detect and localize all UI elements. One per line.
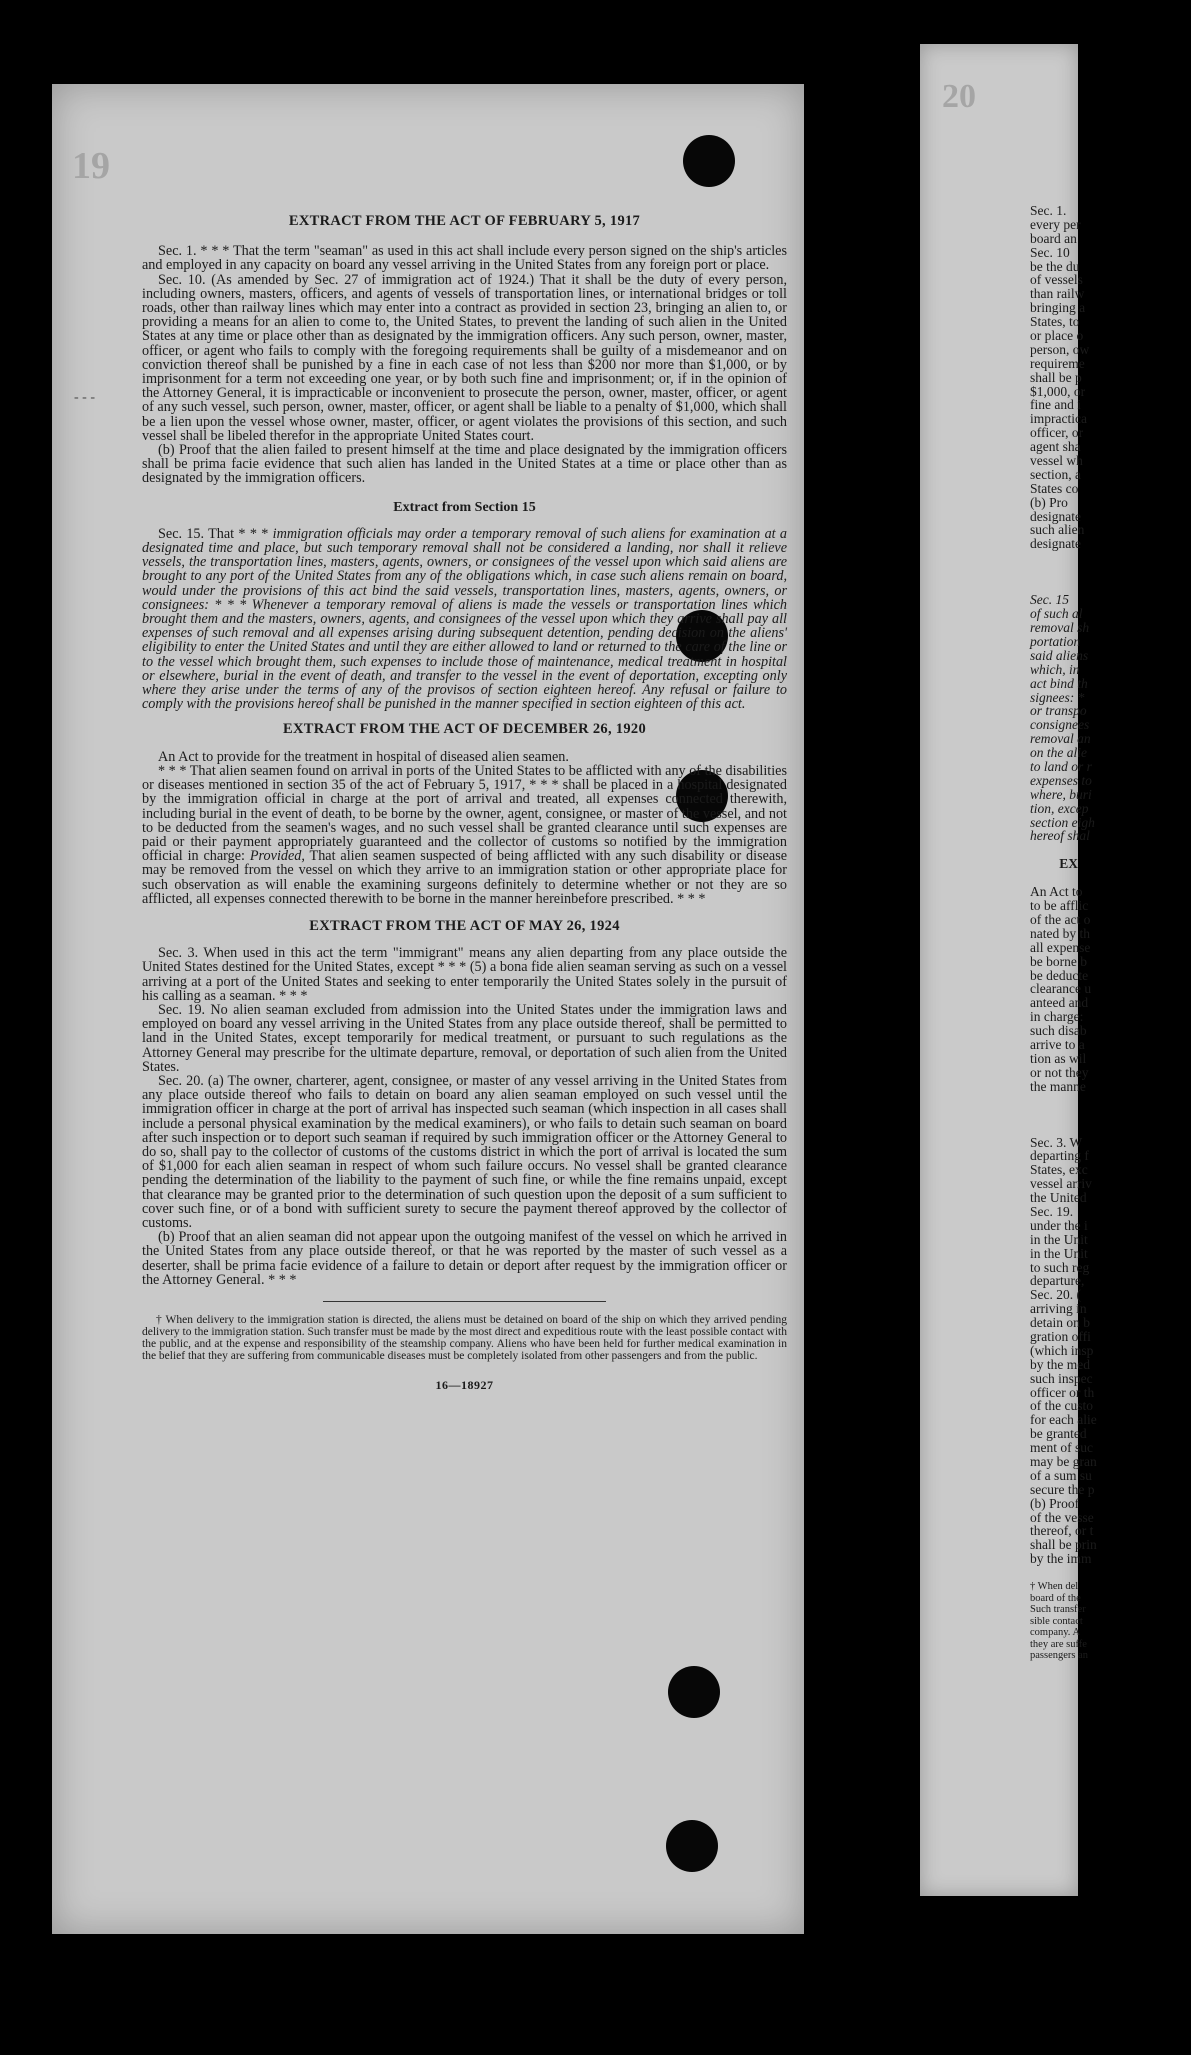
section-20a-text: Sec. 20. (a) The owner, charterer, agent, consignee, or master of any vessel arriving in the United States from any place outside thereof who fails to detain on board any alien seaman employed on such vessel until the immigration officer in charge at the port of arrival has inspected such seaman (which inspection in all cases shall include a personal physical examination by the medical examiners), or who fails to detain such seaman on board after such inspection or to deport such seaman if required by such immigration officer or the Attorney General to do so, shall pay to the collector of customs of the customs district in which the port of arrival is located the sum of $1,000 for each alien seaman in respect of whom such failure occurs. No vessel shall be granted clearance pending the determination of the liability to the payment of such fine, or while the fine remains unpaid, except that clearance may be granted prior to the determination of such question upon the deposit of a sum sufficient to cover such fine, or of a bond with sufficient surety to secure the payment thereof approved by the collector of customs. — [142, 1072, 787, 1231]
frag-line: $1,000, or — [1030, 383, 1086, 399]
frag-line: tion as wil — [1030, 1050, 1087, 1066]
punch-hole — [683, 135, 735, 187]
frag-line: agent sha — [1030, 439, 1081, 455]
frag-line: nated by th — [1030, 925, 1090, 941]
frag-line: by the imm — [1030, 1551, 1092, 1567]
frag-line: section eigh — [1030, 814, 1095, 830]
frag-line: may be gran — [1030, 1454, 1097, 1470]
frag-line: (b) Pro — [1030, 494, 1068, 510]
frag-line: in the Unit — [1030, 1245, 1088, 1261]
frag-line: of vessels — [1030, 272, 1083, 288]
footnote-text: † When delivery to the immigration station is directed, the aliens must be detained on board of the ship on which they arrived pending delivery to the immigration station. Such transfer must be made by the most direct and expeditious route with the least possible contact with the public, and at the expense and responsibility of the steamship company. Aliens who have been held for further medical examination in the belief that they are suffering from communicable diseases must be completely isolated from other passengers and from the public. — [142, 1314, 787, 1363]
frag-line: departing f — [1030, 1148, 1089, 1164]
frag-line: An Act to — [1030, 884, 1083, 900]
frag-line: Sec. 20. ( — [1030, 1287, 1081, 1303]
frag-line: removal sh — [1030, 620, 1090, 636]
frag-line: secure the p — [1030, 1481, 1095, 1497]
form-number: 16—18927 — [435, 1378, 494, 1393]
frag-line: vessel arriv — [1030, 1176, 1092, 1192]
frag-line: or not they — [1030, 1064, 1089, 1080]
frag-line: all expense — [1030, 939, 1091, 955]
frag-line: designate — [1030, 536, 1081, 552]
frag-line: to such reg — [1030, 1259, 1090, 1275]
frag-line: bringing a — [1030, 300, 1086, 316]
frag-line: of such al — [1030, 606, 1083, 622]
frag-line: ment of suc — [1030, 1440, 1093, 1456]
page-number-2: 20 — [942, 78, 976, 115]
frag-line: signees: * — [1030, 689, 1085, 705]
frag-line: vessel wh — [1030, 453, 1083, 469]
frag-line: person, ow — [1030, 341, 1090, 357]
frag-line: such alien — [1030, 522, 1085, 538]
frag-line: where, buri — [1030, 786, 1092, 802]
frag-line: requireme — [1030, 355, 1085, 371]
frag-line: be the du — [1030, 258, 1080, 274]
frag-line: of a sum su — [1030, 1467, 1092, 1483]
frag-line: gration offi — [1030, 1329, 1091, 1345]
act-1920-text — [142, 764, 787, 906]
frag-line: officer, or — [1030, 425, 1084, 441]
frag-heading: EX — [1059, 856, 1078, 872]
document-body — [142, 214, 787, 1392]
frag-line: expenses to — [1030, 772, 1092, 788]
frag-line: arrive to a — [1030, 1036, 1085, 1052]
frag-line: anteed and — [1030, 995, 1089, 1011]
frag-line: arriving in — [1030, 1301, 1087, 1317]
section-3-text: Sec. 3. When used in this act the term "immigrant" means any alien departing from any place outside the United States destined for the United States, except * * * (5) a bona fide alien seaman serving as such on a vessel arriving at a port of the United States and seeking to enter temporarily the United States solely in the pursuit of his calling as a seaman. * * * — [142, 945, 787, 1004]
frag-line: (which insp — [1030, 1342, 1094, 1358]
frag-line: removal an — [1030, 731, 1091, 747]
provided-clause: Provided, — [249, 848, 305, 865]
section-19-text: Sec. 19. No alien seaman excluded from admission into the United States under the immigration laws and employed on board any vessel arriving in the United States from any place outside thereof, shall be permitted to land in the United States, except temporarily for medical treatment, or pursuant to such regulations as the Attorney General may prescribe for the ultimate departure, removal, or deportation of such alien from the United States. — [142, 1001, 787, 1075]
frag-line: shall be p — [1030, 369, 1082, 385]
cut-off-text-column — [1030, 203, 1097, 1662]
heading-act-1920: EXTRACT FROM THE ACT OF DECEMBER 26, 1920 — [282, 720, 647, 737]
frag-line: or transpo — [1030, 703, 1087, 719]
frag-line: for each alie — [1030, 1412, 1097, 1428]
frag-line: impractica — [1030, 411, 1087, 427]
frag-line: hereof shal — [1030, 828, 1090, 844]
frag-line: States, to — [1030, 314, 1080, 330]
frag-line: be deducte — [1030, 967, 1089, 983]
section-10-text: Sec. 10. (As amended by Sec. 27 of immigration act of 1924.) That it shall be the duty of every person, including owners, masters, officers, and agents of vessels of transportation lines, or international bridges or toll roads, other than railway lines which may enter into a contract as provided in section 23, bringing an alien to, or providing a means for an alien to come to, the United States, to prevent the landing of such alien in the United States at any time or place other than as designated by the immigration officers. Any such person, owner, master, officer, or agent who fails to comply with the foregoing requirements shall be guilty of a misdemeanor and on conviction thereof shall be punished by a fine in each case of not less than $200 nor more than $1,000, or by imprisonment for a term not exceeding one year, or by both such fine and imprisonment; or, if in the opinion of the Attorney General, it is impracticable or inconvenient to prosecute the person, owner, master, officer, or agent of any such vessel, such person, owner, master, officer, or agent shall be liable to a penalty of $1,000, which shall be a lien upon the vessel whose owner, master, officer, or agent violates the provisions of this section, and such vessel shall be libeled therefor in the appropriate United States court. — [142, 271, 787, 444]
margin-mark: - - - — [74, 390, 95, 405]
frag-footnote-line: † When del — [1030, 1581, 1079, 1593]
frag-line: the United — [1030, 1190, 1087, 1206]
section-10b-text: (b) Proof that the alien failed to present himself at the time and place designated by the immigration officers shall be prima facie evidence that such alien has landed in the United States at a time or place other than as designated by the immigration officers. — [142, 442, 787, 487]
frag-line: to be afflic — [1030, 898, 1089, 914]
frag-line: such inspec — [1030, 1370, 1093, 1386]
subheading-section-15: Extract from Section 15 — [393, 499, 536, 515]
section-1-text: Sec. 1. * * * That the term "seaman" as used in this act shall include every person signed on the ship's articles and employed in any capacity on board any vessel arriving in the United States from any foreign port or place. — [142, 243, 787, 274]
frag-line: fine and i — [1030, 397, 1081, 413]
section-20b-text: (b) Proof that an alien seaman did not appear upon the outgoing manifest of the vessel on which he arrived in the United States from any place outside thereof, or that he was reported by the master of such vessel as a deserter, shall be prima facie evidence of a failure to detain or deport after request by the immigration officer or the Attorney General. * * * — [142, 1229, 787, 1288]
frag-footnote-line: passengers an — [1030, 1650, 1089, 1662]
frag-line: portation — [1030, 633, 1081, 649]
frag-line: in charge: — [1030, 1009, 1084, 1025]
frag-line: every per — [1030, 216, 1081, 232]
section-15-lead: Sec. 15. That * * * — [158, 525, 269, 542]
frag-line: the manne — [1030, 1078, 1086, 1094]
frag-line: consignees — [1030, 717, 1090, 733]
frag-line: Sec. 15 — [1030, 592, 1069, 608]
frag-line: thereof, or t — [1030, 1523, 1094, 1539]
frag-line: section, a — [1030, 466, 1081, 482]
act-1920-body: * * * That alien seamen found on arrival in ports of the United States to be afflicted with any of the disabilities or diseases mentioned in section 35 of the act of February 5, 1917, * * * shall be placed in a hospital designated by the immigration official in charge at the port of arrival and treated, all expenses connected therewith, including burial in the event of death, to be borne by the owner, agent, consignee, or master of the vessel, and not to be deducted from the seamen's wages, and no such vessel shall be granted clearance until such expenses are paid or their payment appropriately guaranteed and the collector of customs so notified by the immigration official in charge: — [142, 762, 787, 865]
punch-hole — [668, 1666, 720, 1718]
frag-line: under the i — [1030, 1217, 1088, 1233]
frag-line: which, in — [1030, 661, 1080, 677]
second-document-page — [920, 44, 1097, 1896]
frag-line: tion, excep — [1030, 800, 1089, 816]
frag-footnote-line: they are suffe — [1030, 1638, 1087, 1650]
frag-line: detain on b — [1030, 1315, 1090, 1331]
frag-line: clearance u — [1030, 981, 1092, 997]
frag-footnote-line: sible contact — [1030, 1615, 1083, 1627]
frag-line: Sec. 1. — [1030, 203, 1067, 218]
section-15-body: immigration officials may order a temporary removal of such aliens for examination at a designated time and place, but such temporary removal shall not be considered a landing, nor shall it relieve vessels, the transportation lines, masters, agents, owners, or consignees of the vessel upon which said aliens are brought to any port of the United States from any of the obligations which, in case such aliens remain on board, would under the provisions of this act bind the said vessels, transportation lines, masters, agents, owners, or consignees: * * * Whenever a temporary removal of aliens is made the vessels or transportation lines which brought them and the masters, owners, agents, and consignees of the vessel upon which they arrive shall pay all expenses of such removal and all expenses arising during subsequent detention, pending decision on the aliens' eligibility to enter the United States and until they are either allowed to land or returned to the care of the line or to the vessel which brought them, such expenses to include those of maintenance, medical treatment in hospital or elsewhere, burial in the event of death, and transfer to the vessel in the event of deportation, excepting only where they arise under the terms of any of the provisos of section eighteen hereof. Any refusal or failure to comply with the provisions hereof shall be punished in the manner specified in section eighteen of this act. — [142, 525, 787, 713]
frag-line: by the med — [1030, 1356, 1090, 1372]
frag-line: officer or th — [1030, 1384, 1095, 1400]
frag-line: Sec. 10 — [1030, 244, 1070, 260]
frag-line: States co — [1030, 480, 1079, 496]
punch-hole — [666, 1820, 718, 1872]
heading-act-1917: EXTRACT FROM THE ACT OF FEBRUARY 5, 1917 — [288, 213, 641, 229]
frag-line: States, exc — [1030, 1162, 1088, 1178]
frag-line: said aliens — [1030, 647, 1089, 663]
frag-line: designate — [1030, 508, 1081, 524]
frag-line: departure, — [1030, 1273, 1085, 1289]
frag-footnote-line: company. A — [1030, 1627, 1081, 1639]
frag-line: shall be prin — [1030, 1537, 1097, 1553]
frag-line: act bind th — [1030, 675, 1088, 691]
section-15-text — [142, 527, 787, 712]
frag-line: in the Unit — [1030, 1231, 1088, 1247]
page-number: 19 — [72, 145, 110, 187]
frag-line: of the vesse — [1030, 1509, 1094, 1525]
main-document-page — [52, 84, 804, 1934]
act-1920-title: An Act to provide for the treatment in hospital of diseased alien seamen. — [158, 748, 569, 765]
frag-line: of the custo — [1030, 1398, 1093, 1414]
frag-footnote-line: board of the — [1030, 1592, 1081, 1604]
frag-line: to land or r — [1030, 758, 1092, 774]
frag-line: be granted — [1030, 1426, 1087, 1442]
frag-line: Sec. 3. W — [1030, 1134, 1083, 1150]
frag-line: or place o — [1030, 328, 1084, 344]
frag-line: such disab — [1030, 1023, 1087, 1039]
frag-line: than railw — [1030, 286, 1085, 302]
frag-line: on the alie — [1030, 745, 1087, 761]
frag-line: be borne b — [1030, 953, 1087, 969]
footnote — [142, 1314, 787, 1362]
frag-line: of the act o — [1030, 911, 1091, 927]
frag-line: board an — [1030, 230, 1077, 246]
act-1920-proviso: That alien seamen suspected of being afflicted with any such disability or disease may be removed from the vessel on which they arrive to an immigration station or other appropriate place for such observation as will enable the examining surgeons definitely to determine whether or not they are so afflicted, all expenses connected therewith to be borne in the manner hereinbefore prescribed. * * * — [142, 848, 788, 907]
frag-line: (b) Proof — [1030, 1495, 1080, 1511]
heading-act-1924: EXTRACT FROM THE ACT OF MAY 26, 1924 — [309, 917, 620, 934]
frag-line: Sec. 19. — [1030, 1204, 1074, 1219]
frag-footnote-line: Such transfer — [1030, 1604, 1086, 1616]
